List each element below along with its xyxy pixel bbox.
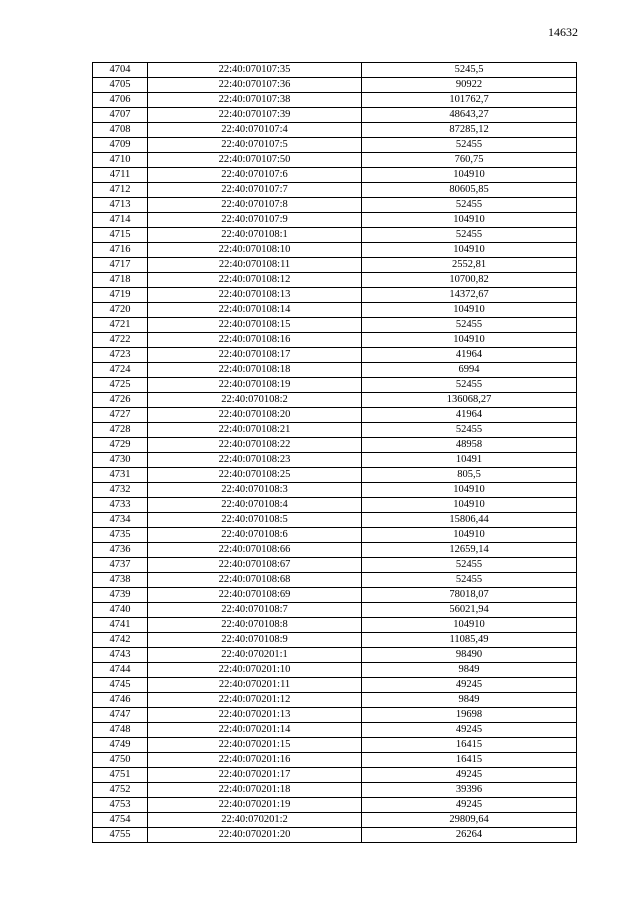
- cadastral-number-cell: 22:40:070107:9: [148, 213, 362, 228]
- value-cell: 56021,94: [362, 603, 577, 618]
- row-number-cell: 4732: [93, 483, 148, 498]
- row-number-cell: 4705: [93, 78, 148, 93]
- row-number-cell: 4746: [93, 693, 148, 708]
- cadastral-number-cell: 22:40:070201:18: [148, 783, 362, 798]
- cadastral-number-cell: 22:40:070201:2: [148, 813, 362, 828]
- value-cell: 98490: [362, 648, 577, 663]
- row-number-cell: 4751: [93, 768, 148, 783]
- row-number-cell: 4747: [93, 708, 148, 723]
- value-cell: 52455: [362, 573, 577, 588]
- row-number-cell: 4744: [93, 663, 148, 678]
- cadastral-number-cell: 22:40:070201:12: [148, 693, 362, 708]
- table-row: [93, 513, 577, 528]
- table-row: [93, 153, 577, 168]
- value-cell: 9849: [362, 693, 577, 708]
- table-row: [93, 738, 577, 753]
- table-row: [93, 198, 577, 213]
- table-row: [93, 558, 577, 573]
- table-row: [93, 828, 577, 843]
- value-cell: 41964: [362, 348, 577, 363]
- table-row: [93, 438, 577, 453]
- table-row: [93, 243, 577, 258]
- table-row: [93, 258, 577, 273]
- page-number: 14632: [548, 25, 578, 39]
- value-cell: 52455: [362, 378, 577, 393]
- value-cell: 26264: [362, 828, 577, 843]
- cadastral-number-cell: 22:40:070108:1: [148, 228, 362, 243]
- value-cell: 14372,67: [362, 288, 577, 303]
- row-number-cell: 4708: [93, 123, 148, 138]
- cadastral-number-cell: 22:40:070201:13: [148, 708, 362, 723]
- row-number-cell: 4716: [93, 243, 148, 258]
- value-cell: 90922: [362, 78, 577, 93]
- table-row: [93, 813, 577, 828]
- row-number-cell: 4707: [93, 108, 148, 123]
- value-cell: 10700,82: [362, 273, 577, 288]
- cadastral-number-cell: 22:40:070108:67: [148, 558, 362, 573]
- value-cell: 16415: [362, 738, 577, 753]
- row-number-cell: 4724: [93, 363, 148, 378]
- table-body: [93, 63, 577, 843]
- cadastral-number-cell: 22:40:070201:11: [148, 678, 362, 693]
- row-number-cell: 4706: [93, 93, 148, 108]
- value-cell: 29809,64: [362, 813, 577, 828]
- cadastral-number-cell: 22:40:070201:20: [148, 828, 362, 843]
- row-number-cell: 4729: [93, 438, 148, 453]
- value-cell: 104910: [362, 213, 577, 228]
- row-number-cell: 4719: [93, 288, 148, 303]
- cadastral-number-cell: 22:40:070107:6: [148, 168, 362, 183]
- table-row: [93, 468, 577, 483]
- row-number-cell: 4718: [93, 273, 148, 288]
- table-row: [93, 678, 577, 693]
- cadastral-number-cell: 22:40:070201:19: [148, 798, 362, 813]
- cadastral-number-cell: 22:40:070108:13: [148, 288, 362, 303]
- value-cell: 104910: [362, 243, 577, 258]
- value-cell: 41964: [362, 408, 577, 423]
- cadastral-number-cell: 22:40:070108:2: [148, 393, 362, 408]
- cadastral-number-cell: 22:40:070108:21: [148, 423, 362, 438]
- cadastral-number-cell: 22:40:070108:10: [148, 243, 362, 258]
- cadastral-number-cell: 22:40:070108:20: [148, 408, 362, 423]
- table-row: [93, 708, 577, 723]
- value-cell: 136068,27: [362, 393, 577, 408]
- row-number-cell: 4733: [93, 498, 148, 513]
- value-cell: 12659,14: [362, 543, 577, 558]
- value-cell: 52455: [362, 423, 577, 438]
- cadastral-number-cell: 22:40:070108:69: [148, 588, 362, 603]
- value-cell: 16415: [362, 753, 577, 768]
- value-cell: 805,5: [362, 468, 577, 483]
- row-number-cell: 4720: [93, 303, 148, 318]
- value-cell: 5245,5: [362, 63, 577, 78]
- table-row: [93, 378, 577, 393]
- cadastral-number-cell: 22:40:070108:66: [148, 543, 362, 558]
- table-row: [93, 363, 577, 378]
- table-row: [93, 663, 577, 678]
- cadastral-number-cell: 22:40:070108:18: [148, 363, 362, 378]
- cadastral-number-cell: 22:40:070201:15: [148, 738, 362, 753]
- row-number-cell: 4745: [93, 678, 148, 693]
- table-row: [93, 798, 577, 813]
- table-row: [93, 543, 577, 558]
- row-number-cell: 4711: [93, 168, 148, 183]
- value-cell: 49245: [362, 723, 577, 738]
- row-number-cell: 4734: [93, 513, 148, 528]
- table-row: [93, 333, 577, 348]
- row-number-cell: 4713: [93, 198, 148, 213]
- table-row: [93, 573, 577, 588]
- cadastral-number-cell: 22:40:070108:12: [148, 273, 362, 288]
- cadastral-number-cell: 22:40:070108:68: [148, 573, 362, 588]
- table-row: [93, 528, 577, 543]
- cadastral-number-cell: 22:40:070108:3: [148, 483, 362, 498]
- value-cell: 2552,81: [362, 258, 577, 273]
- value-cell: 48958: [362, 438, 577, 453]
- table-row: [93, 783, 577, 798]
- value-cell: 9849: [362, 663, 577, 678]
- cadastral-number-cell: 22:40:070107:4: [148, 123, 362, 138]
- row-number-cell: 4731: [93, 468, 148, 483]
- row-number-cell: 4726: [93, 393, 148, 408]
- table-row: [93, 288, 577, 303]
- cadastral-number-cell: 22:40:070107:36: [148, 78, 362, 93]
- row-number-cell: 4739: [93, 588, 148, 603]
- row-number-cell: 4736: [93, 543, 148, 558]
- table-row: [93, 273, 577, 288]
- value-cell: 39396: [362, 783, 577, 798]
- value-cell: 87285,12: [362, 123, 577, 138]
- row-number-cell: 4727: [93, 408, 148, 423]
- row-number-cell: 4752: [93, 783, 148, 798]
- value-cell: 52455: [362, 228, 577, 243]
- table-row: [93, 618, 577, 633]
- row-number-cell: 4741: [93, 618, 148, 633]
- table-row: [93, 603, 577, 618]
- row-number-cell: 4704: [93, 63, 148, 78]
- table-row: [93, 648, 577, 663]
- table-row: [93, 318, 577, 333]
- value-cell: 104910: [362, 483, 577, 498]
- table-row: [93, 423, 577, 438]
- table-row: [93, 588, 577, 603]
- row-number-cell: 4738: [93, 573, 148, 588]
- cadastral-number-cell: 22:40:070108:8: [148, 618, 362, 633]
- cadastral-number-cell: 22:40:070201:17: [148, 768, 362, 783]
- row-number-cell: 4709: [93, 138, 148, 153]
- row-number-cell: 4749: [93, 738, 148, 753]
- row-number-cell: 4714: [93, 213, 148, 228]
- cadastral-number-cell: 22:40:070108:16: [148, 333, 362, 348]
- cadastral-number-cell: 22:40:070108:14: [148, 303, 362, 318]
- table-row: [93, 483, 577, 498]
- cadastral-number-cell: 22:40:070108:25: [148, 468, 362, 483]
- row-number-cell: 4748: [93, 723, 148, 738]
- value-cell: 48643,27: [362, 108, 577, 123]
- cadastral-number-cell: 22:40:070201:14: [148, 723, 362, 738]
- table-row: [93, 348, 577, 363]
- table-row: [93, 93, 577, 108]
- row-number-cell: 4754: [93, 813, 148, 828]
- value-cell: 49245: [362, 768, 577, 783]
- cadastral-number-cell: 22:40:070108:19: [148, 378, 362, 393]
- cadastral-number-cell: 22:40:070107:8: [148, 198, 362, 213]
- value-cell: 104910: [362, 528, 577, 543]
- row-number-cell: 4712: [93, 183, 148, 198]
- table-row: [93, 693, 577, 708]
- table-row: [93, 768, 577, 783]
- value-cell: 11085,49: [362, 633, 577, 648]
- table-row: [93, 753, 577, 768]
- value-cell: 101762,7: [362, 93, 577, 108]
- value-cell: 19698: [362, 708, 577, 723]
- cadastral-number-cell: 22:40:070201:10: [148, 663, 362, 678]
- row-number-cell: 4717: [93, 258, 148, 273]
- row-number-cell: 4737: [93, 558, 148, 573]
- value-cell: 104910: [362, 303, 577, 318]
- cadastral-number-cell: 22:40:070108:6: [148, 528, 362, 543]
- table-row: [93, 168, 577, 183]
- table-row: [93, 108, 577, 123]
- cadastral-number-cell: 22:40:070108:4: [148, 498, 362, 513]
- value-cell: 104910: [362, 618, 577, 633]
- row-number-cell: 4753: [93, 798, 148, 813]
- cadastral-number-cell: 22:40:070107:39: [148, 108, 362, 123]
- row-number-cell: 4742: [93, 633, 148, 648]
- value-cell: 80605,85: [362, 183, 577, 198]
- row-number-cell: 4715: [93, 228, 148, 243]
- table-row: [93, 213, 577, 228]
- value-cell: 52455: [362, 138, 577, 153]
- table-row: [93, 78, 577, 93]
- value-cell: 6994: [362, 363, 577, 378]
- cadastral-number-cell: 22:40:070201:1: [148, 648, 362, 663]
- table-row: [93, 393, 577, 408]
- cadastral-number-cell: 22:40:070107:50: [148, 153, 362, 168]
- cadastral-number-cell: 22:40:070107:38: [148, 93, 362, 108]
- value-cell: 52455: [362, 318, 577, 333]
- cadastral-number-cell: 22:40:070108:11: [148, 258, 362, 273]
- table-row: [93, 228, 577, 243]
- value-cell: 104910: [362, 168, 577, 183]
- cadastral-number-cell: 22:40:070108:5: [148, 513, 362, 528]
- table-row: [93, 408, 577, 423]
- value-cell: 49245: [362, 678, 577, 693]
- value-cell: 10491: [362, 453, 577, 468]
- cadastral-number-cell: 22:40:070108:23: [148, 453, 362, 468]
- cadastral-number-cell: 22:40:070107:7: [148, 183, 362, 198]
- cadastral-number-cell: 22:40:070201:16: [148, 753, 362, 768]
- row-number-cell: 4710: [93, 153, 148, 168]
- row-number-cell: 4730: [93, 453, 148, 468]
- row-number-cell: 4735: [93, 528, 148, 543]
- table-row: [93, 303, 577, 318]
- table-row: [93, 63, 577, 78]
- value-cell: 52455: [362, 198, 577, 213]
- row-number-cell: 4755: [93, 828, 148, 843]
- table-row: [93, 498, 577, 513]
- cadastral-value-table: [92, 62, 577, 843]
- table-row: [93, 138, 577, 153]
- table-row: [93, 723, 577, 738]
- value-cell: 760,75: [362, 153, 577, 168]
- cadastral-number-cell: 22:40:070108:15: [148, 318, 362, 333]
- cadastral-number-cell: 22:40:070108:7: [148, 603, 362, 618]
- value-cell: 49245: [362, 798, 577, 813]
- row-number-cell: 4728: [93, 423, 148, 438]
- row-number-cell: 4721: [93, 318, 148, 333]
- value-cell: 52455: [362, 558, 577, 573]
- value-cell: 104910: [362, 333, 577, 348]
- row-number-cell: 4743: [93, 648, 148, 663]
- table-row: [93, 183, 577, 198]
- value-cell: 15806,44: [362, 513, 577, 528]
- cadastral-number-cell: 22:40:070108:17: [148, 348, 362, 363]
- cadastral-number-cell: 22:40:070107:5: [148, 138, 362, 153]
- row-number-cell: 4723: [93, 348, 148, 363]
- row-number-cell: 4722: [93, 333, 148, 348]
- cadastral-number-cell: 22:40:070108:9: [148, 633, 362, 648]
- cadastral-number-cell: 22:40:070108:22: [148, 438, 362, 453]
- table-row: [93, 453, 577, 468]
- row-number-cell: 4740: [93, 603, 148, 618]
- value-cell: 104910: [362, 498, 577, 513]
- value-cell: 78018,07: [362, 588, 577, 603]
- table-row: [93, 633, 577, 648]
- row-number-cell: 4750: [93, 753, 148, 768]
- table-row: [93, 123, 577, 138]
- cadastral-number-cell: 22:40:070107:35: [148, 63, 362, 78]
- row-number-cell: 4725: [93, 378, 148, 393]
